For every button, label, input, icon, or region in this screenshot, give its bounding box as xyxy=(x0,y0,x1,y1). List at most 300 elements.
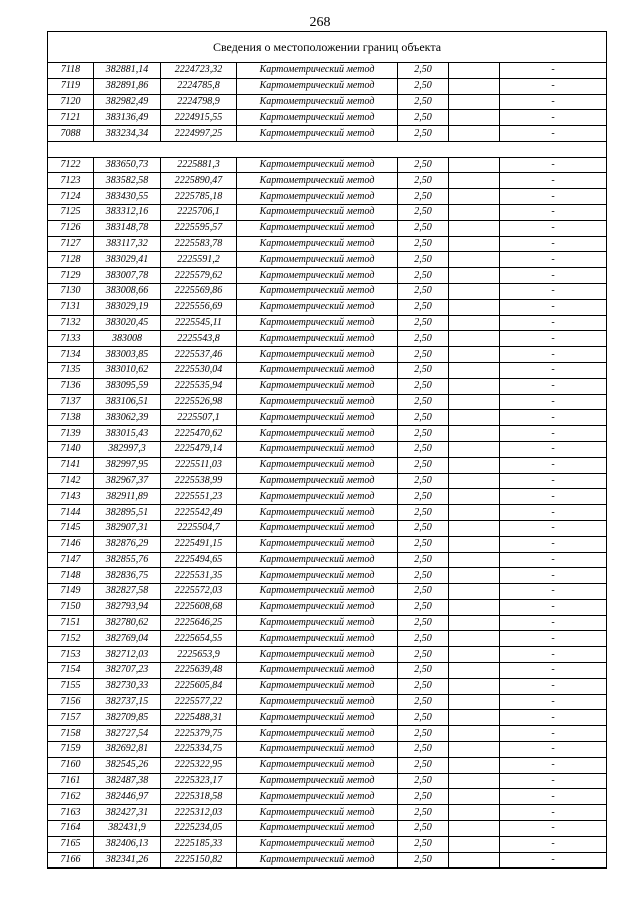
x-coordinate-cell: 382982,49 xyxy=(94,94,161,110)
point-number-cell: 7164 xyxy=(48,821,94,837)
point-number-cell: 7134 xyxy=(48,347,94,363)
table-row xyxy=(48,347,606,363)
empty-cell xyxy=(449,394,500,410)
x-coordinate-cell: 383029,41 xyxy=(94,252,161,268)
method-cell: Картометрический метод xyxy=(237,473,398,489)
note-cell: - xyxy=(500,189,607,205)
table-row xyxy=(48,789,606,805)
point-number-cell: 7139 xyxy=(48,426,94,442)
method-cell: Картометрический метод xyxy=(237,94,398,110)
empty-cell xyxy=(449,315,500,331)
empty-cell xyxy=(449,457,500,473)
x-coordinate-cell: 382827,58 xyxy=(94,584,161,600)
x-coordinate-cell: 382997,3 xyxy=(94,441,161,457)
table-row xyxy=(48,647,606,663)
point-number-cell: 7140 xyxy=(48,441,94,457)
precision-cell: 2,50 xyxy=(398,94,449,110)
empty-cell xyxy=(449,126,500,142)
precision-cell: 2,50 xyxy=(398,110,449,126)
y-coordinate-cell: 2225608,68 xyxy=(161,599,237,615)
precision-cell: 2,50 xyxy=(398,299,449,315)
y-coordinate-cell: 2225379,75 xyxy=(161,726,237,742)
empty-cell xyxy=(449,789,500,805)
note-cell: - xyxy=(500,852,607,868)
point-number-cell: 7157 xyxy=(48,710,94,726)
note-cell: - xyxy=(500,536,607,552)
point-number-cell: 7154 xyxy=(48,663,94,679)
table-row xyxy=(48,268,606,284)
empty-cell xyxy=(449,331,500,347)
point-number-cell: 7159 xyxy=(48,742,94,758)
method-cell: Картометрический метод xyxy=(237,347,398,363)
empty-cell xyxy=(449,805,500,821)
note-cell: - xyxy=(500,204,607,220)
table-row xyxy=(48,315,606,331)
precision-cell: 2,50 xyxy=(398,505,449,521)
empty-cell xyxy=(449,694,500,710)
x-coordinate-cell: 382446,97 xyxy=(94,789,161,805)
method-cell: Картометрический метод xyxy=(237,631,398,647)
y-coordinate-cell: 2225470,62 xyxy=(161,426,237,442)
method-cell: Картометрический метод xyxy=(237,773,398,789)
boundary-table-frame xyxy=(47,31,607,869)
table-row xyxy=(48,457,606,473)
precision-cell: 2,50 xyxy=(398,173,449,189)
y-coordinate-cell: 2225479,14 xyxy=(161,441,237,457)
method-cell: Картометрический метод xyxy=(237,426,398,442)
y-coordinate-cell: 2224785,8 xyxy=(161,78,237,94)
table-row xyxy=(48,63,606,78)
x-coordinate-cell: 382780,62 xyxy=(94,615,161,631)
note-cell: - xyxy=(500,315,607,331)
table-row xyxy=(48,252,606,268)
x-coordinate-cell: 382855,76 xyxy=(94,552,161,568)
precision-cell: 2,50 xyxy=(398,410,449,426)
note-cell: - xyxy=(500,220,607,236)
table-row xyxy=(48,757,606,773)
point-number-cell: 7133 xyxy=(48,331,94,347)
note-cell: - xyxy=(500,110,607,126)
y-coordinate-cell: 2225551,23 xyxy=(161,489,237,505)
table-row xyxy=(48,852,606,868)
point-number-cell: 7128 xyxy=(48,252,94,268)
table-row xyxy=(48,520,606,536)
table-row xyxy=(48,394,606,410)
empty-cell xyxy=(449,110,500,126)
empty-cell xyxy=(449,552,500,568)
precision-cell: 2,50 xyxy=(398,489,449,505)
y-coordinate-cell: 2225542,49 xyxy=(161,505,237,521)
empty-cell xyxy=(449,852,500,868)
x-coordinate-cell: 383003,85 xyxy=(94,347,161,363)
empty-cell xyxy=(449,426,500,442)
method-cell: Картометрический метод xyxy=(237,663,398,679)
method-cell: Картометрический метод xyxy=(237,299,398,315)
precision-cell: 2,50 xyxy=(398,536,449,552)
note-cell: - xyxy=(500,520,607,536)
note-cell: - xyxy=(500,805,607,821)
precision-cell: 2,50 xyxy=(398,678,449,694)
point-number-cell: 7122 xyxy=(48,157,94,173)
point-number-cell: 7129 xyxy=(48,268,94,284)
point-number-cell: 7126 xyxy=(48,220,94,236)
precision-cell: 2,50 xyxy=(398,726,449,742)
x-coordinate-cell: 382730,33 xyxy=(94,678,161,694)
table-row xyxy=(48,283,606,299)
precision-cell: 2,50 xyxy=(398,63,449,78)
note-cell: - xyxy=(500,236,607,252)
x-coordinate-cell: 382692,81 xyxy=(94,742,161,758)
x-coordinate-cell: 383008 xyxy=(94,331,161,347)
x-coordinate-cell: 383650,73 xyxy=(94,157,161,173)
empty-cell xyxy=(449,757,500,773)
precision-cell: 2,50 xyxy=(398,742,449,758)
empty-cell xyxy=(449,189,500,205)
method-cell: Картометрический метод xyxy=(237,836,398,852)
x-coordinate-cell: 382406,13 xyxy=(94,836,161,852)
y-coordinate-cell: 2225653,9 xyxy=(161,647,237,663)
empty-cell xyxy=(449,599,500,615)
note-cell: - xyxy=(500,505,607,521)
empty-cell xyxy=(449,78,500,94)
method-cell: Картометрический метод xyxy=(237,173,398,189)
empty-cell xyxy=(449,204,500,220)
y-coordinate-cell: 2225605,84 xyxy=(161,678,237,694)
point-number-cell: 7147 xyxy=(48,552,94,568)
y-coordinate-cell: 2225569,86 xyxy=(161,283,237,299)
page-number: 268 xyxy=(309,15,331,30)
method-cell: Картометрический метод xyxy=(237,110,398,126)
table-row xyxy=(48,410,606,426)
empty-cell xyxy=(449,631,500,647)
method-cell: Картометрический метод xyxy=(237,805,398,821)
method-cell: Картометрический метод xyxy=(237,552,398,568)
empty-cell xyxy=(449,157,500,173)
empty-cell xyxy=(449,441,500,457)
note-cell: - xyxy=(500,94,607,110)
precision-cell: 2,50 xyxy=(398,836,449,852)
x-coordinate-cell: 383029,19 xyxy=(94,299,161,315)
empty-cell xyxy=(449,236,500,252)
empty-cell xyxy=(449,520,500,536)
y-coordinate-cell: 2225577,22 xyxy=(161,694,237,710)
method-cell: Картометрический метод xyxy=(237,157,398,173)
x-coordinate-cell: 382997,95 xyxy=(94,457,161,473)
note-cell: - xyxy=(500,283,607,299)
method-cell: Картометрический метод xyxy=(237,852,398,868)
table-row xyxy=(48,189,606,205)
table-row xyxy=(48,710,606,726)
point-number-cell: 7124 xyxy=(48,189,94,205)
table-row xyxy=(48,773,606,789)
y-coordinate-cell: 2225234,05 xyxy=(161,821,237,837)
y-coordinate-cell: 2225323,17 xyxy=(161,773,237,789)
y-coordinate-cell: 2225890,47 xyxy=(161,173,237,189)
point-number-cell: 7153 xyxy=(48,647,94,663)
precision-cell: 2,50 xyxy=(398,331,449,347)
method-cell: Картометрический метод xyxy=(237,599,398,615)
table-row xyxy=(48,378,606,394)
point-number-cell: 7142 xyxy=(48,473,94,489)
y-coordinate-cell: 2225491,15 xyxy=(161,536,237,552)
precision-cell: 2,50 xyxy=(398,252,449,268)
method-cell: Картометрический метод xyxy=(237,536,398,552)
empty-cell xyxy=(449,299,500,315)
x-coordinate-cell: 383430,55 xyxy=(94,189,161,205)
y-coordinate-cell: 2225706,1 xyxy=(161,204,237,220)
method-cell: Картометрический метод xyxy=(237,126,398,142)
empty-cell xyxy=(449,173,500,189)
note-cell: - xyxy=(500,584,607,600)
x-coordinate-cell: 383106,51 xyxy=(94,394,161,410)
empty-cell xyxy=(449,615,500,631)
empty-cell xyxy=(449,94,500,110)
table-row xyxy=(48,441,606,457)
precision-cell: 2,50 xyxy=(398,204,449,220)
y-coordinate-cell: 2225639,48 xyxy=(161,663,237,679)
separator-cell xyxy=(48,141,606,157)
note-cell: - xyxy=(500,252,607,268)
empty-cell xyxy=(449,283,500,299)
note-cell: - xyxy=(500,742,607,758)
point-number-cell: 7148 xyxy=(48,568,94,584)
precision-cell: 2,50 xyxy=(398,552,449,568)
precision-cell: 2,50 xyxy=(398,126,449,142)
precision-cell: 2,50 xyxy=(398,773,449,789)
precision-cell: 2,50 xyxy=(398,710,449,726)
method-cell: Картометрический метод xyxy=(237,742,398,758)
point-number-cell: 7160 xyxy=(48,757,94,773)
point-number-cell: 7120 xyxy=(48,94,94,110)
x-coordinate-cell: 383582,58 xyxy=(94,173,161,189)
note-cell: - xyxy=(500,378,607,394)
x-coordinate-cell: 382907,31 xyxy=(94,520,161,536)
point-number-cell: 7156 xyxy=(48,694,94,710)
x-coordinate-cell: 383312,16 xyxy=(94,204,161,220)
x-coordinate-cell: 382341,26 xyxy=(94,852,161,868)
note-cell: - xyxy=(500,773,607,789)
method-cell: Картометрический метод xyxy=(237,78,398,94)
x-coordinate-cell: 383008,66 xyxy=(94,283,161,299)
y-coordinate-cell: 2225572,03 xyxy=(161,584,237,600)
x-coordinate-cell: 383007,78 xyxy=(94,268,161,284)
y-coordinate-cell: 2225494,65 xyxy=(161,552,237,568)
method-cell: Картометрический метод xyxy=(237,236,398,252)
table-row xyxy=(48,204,606,220)
y-coordinate-cell: 2225591,2 xyxy=(161,252,237,268)
precision-cell: 2,50 xyxy=(398,805,449,821)
x-coordinate-cell: 382487,38 xyxy=(94,773,161,789)
x-coordinate-cell: 382769,04 xyxy=(94,631,161,647)
empty-cell xyxy=(449,773,500,789)
empty-cell xyxy=(449,568,500,584)
point-number-cell: 7155 xyxy=(48,678,94,694)
table-row xyxy=(48,678,606,694)
method-cell: Картометрический метод xyxy=(237,726,398,742)
point-number-cell: 7125 xyxy=(48,204,94,220)
empty-cell xyxy=(449,726,500,742)
precision-cell: 2,50 xyxy=(398,362,449,378)
note-cell: - xyxy=(500,157,607,173)
point-number-cell: 7130 xyxy=(48,283,94,299)
x-coordinate-cell: 382911,89 xyxy=(94,489,161,505)
table-row xyxy=(48,536,606,552)
note-cell: - xyxy=(500,615,607,631)
note-cell: - xyxy=(500,726,607,742)
point-number-cell: 7135 xyxy=(48,362,94,378)
precision-cell: 2,50 xyxy=(398,821,449,837)
method-cell: Картометрический метод xyxy=(237,584,398,600)
table-row xyxy=(48,584,606,600)
y-coordinate-cell: 2224997,25 xyxy=(161,126,237,142)
note-cell: - xyxy=(500,173,607,189)
table-row xyxy=(48,220,606,236)
empty-cell xyxy=(449,378,500,394)
method-cell: Картометрический метод xyxy=(237,757,398,773)
point-number-cell: 7132 xyxy=(48,315,94,331)
y-coordinate-cell: 2225312,03 xyxy=(161,805,237,821)
point-number-cell: 7150 xyxy=(48,599,94,615)
precision-cell: 2,50 xyxy=(398,220,449,236)
method-cell: Картометрический метод xyxy=(237,505,398,521)
x-coordinate-cell: 382427,31 xyxy=(94,805,161,821)
y-coordinate-cell: 2225488,31 xyxy=(161,710,237,726)
point-number-cell: 7144 xyxy=(48,505,94,521)
y-coordinate-cell: 2225531,35 xyxy=(161,568,237,584)
x-coordinate-cell: 383234,34 xyxy=(94,126,161,142)
empty-cell xyxy=(449,489,500,505)
note-cell: - xyxy=(500,599,607,615)
x-coordinate-cell: 382876,29 xyxy=(94,536,161,552)
x-coordinate-cell: 382891,86 xyxy=(94,78,161,94)
method-cell: Картометрический метод xyxy=(237,647,398,663)
method-cell: Картометрический метод xyxy=(237,678,398,694)
precision-cell: 2,50 xyxy=(398,283,449,299)
note-cell: - xyxy=(500,836,607,852)
method-cell: Картометрический метод xyxy=(237,710,398,726)
note-cell: - xyxy=(500,789,607,805)
x-coordinate-cell: 382712,03 xyxy=(94,647,161,663)
y-coordinate-cell: 2224915,55 xyxy=(161,110,237,126)
x-coordinate-cell: 383095,59 xyxy=(94,378,161,394)
point-number-cell: 7123 xyxy=(48,173,94,189)
y-coordinate-cell: 2225322,95 xyxy=(161,757,237,773)
precision-cell: 2,50 xyxy=(398,789,449,805)
precision-cell: 2,50 xyxy=(398,378,449,394)
empty-cell xyxy=(449,505,500,521)
empty-cell xyxy=(449,821,500,837)
note-cell: - xyxy=(500,568,607,584)
note-cell: - xyxy=(500,299,607,315)
table-row xyxy=(48,173,606,189)
y-coordinate-cell: 2225785,18 xyxy=(161,189,237,205)
y-coordinate-cell: 2225556,69 xyxy=(161,299,237,315)
x-coordinate-cell: 382793,94 xyxy=(94,599,161,615)
point-number-cell: 7141 xyxy=(48,457,94,473)
empty-cell xyxy=(449,410,500,426)
method-cell: Картометрический метод xyxy=(237,489,398,505)
empty-cell xyxy=(449,836,500,852)
x-coordinate-cell: 383062,39 xyxy=(94,410,161,426)
table-row xyxy=(48,726,606,742)
method-cell: Картометрический метод xyxy=(237,821,398,837)
empty-cell xyxy=(449,347,500,363)
empty-cell xyxy=(449,268,500,284)
empty-cell xyxy=(449,710,500,726)
note-cell: - xyxy=(500,126,607,142)
x-coordinate-cell: 382967,37 xyxy=(94,473,161,489)
method-cell: Картометрический метод xyxy=(237,789,398,805)
y-coordinate-cell: 2225545,11 xyxy=(161,315,237,331)
method-cell: Картометрический метод xyxy=(237,362,398,378)
y-coordinate-cell: 2225334,75 xyxy=(161,742,237,758)
table-body xyxy=(48,63,606,868)
table-row xyxy=(48,805,606,821)
x-coordinate-cell: 382881,14 xyxy=(94,63,161,78)
precision-cell: 2,50 xyxy=(398,757,449,773)
precision-cell: 2,50 xyxy=(398,457,449,473)
note-cell: - xyxy=(500,331,607,347)
precision-cell: 2,50 xyxy=(398,694,449,710)
precision-cell: 2,50 xyxy=(398,315,449,331)
precision-cell: 2,50 xyxy=(398,78,449,94)
point-number-cell: 7088 xyxy=(48,126,94,142)
separator-row xyxy=(48,141,606,157)
method-cell: Картометрический метод xyxy=(237,394,398,410)
point-number-cell: 7162 xyxy=(48,789,94,805)
y-coordinate-cell: 2225318,58 xyxy=(161,789,237,805)
precision-cell: 2,50 xyxy=(398,268,449,284)
point-number-cell: 7166 xyxy=(48,852,94,868)
note-cell: - xyxy=(500,347,607,363)
y-coordinate-cell: 2225654,55 xyxy=(161,631,237,647)
table-row xyxy=(48,331,606,347)
table-row xyxy=(48,663,606,679)
method-cell: Картометрический метод xyxy=(237,378,398,394)
x-coordinate-cell: 383010,62 xyxy=(94,362,161,378)
method-cell: Картометрический метод xyxy=(237,315,398,331)
precision-cell: 2,50 xyxy=(398,441,449,457)
empty-cell xyxy=(449,252,500,268)
precision-cell: 2,50 xyxy=(398,584,449,600)
precision-cell: 2,50 xyxy=(398,236,449,252)
x-coordinate-cell: 382431,9 xyxy=(94,821,161,837)
method-cell: Картометрический метод xyxy=(237,268,398,284)
table-row xyxy=(48,694,606,710)
precision-cell: 2,50 xyxy=(398,473,449,489)
precision-cell: 2,50 xyxy=(398,157,449,173)
note-cell: - xyxy=(500,78,607,94)
precision-cell: 2,50 xyxy=(398,189,449,205)
x-coordinate-cell: 383020,45 xyxy=(94,315,161,331)
y-coordinate-cell: 2225504,7 xyxy=(161,520,237,536)
note-cell: - xyxy=(500,647,607,663)
table-row xyxy=(48,94,606,110)
empty-cell xyxy=(449,473,500,489)
table-row xyxy=(48,489,606,505)
precision-cell: 2,50 xyxy=(398,426,449,442)
y-coordinate-cell: 2225526,98 xyxy=(161,394,237,410)
method-cell: Картометрический метод xyxy=(237,204,398,220)
y-coordinate-cell: 2225881,3 xyxy=(161,157,237,173)
table-row xyxy=(48,126,606,142)
method-cell: Картометрический метод xyxy=(237,220,398,236)
empty-cell xyxy=(449,536,500,552)
table-row xyxy=(48,568,606,584)
x-coordinate-cell: 382727,54 xyxy=(94,726,161,742)
note-cell: - xyxy=(500,268,607,284)
note-cell: - xyxy=(500,710,607,726)
